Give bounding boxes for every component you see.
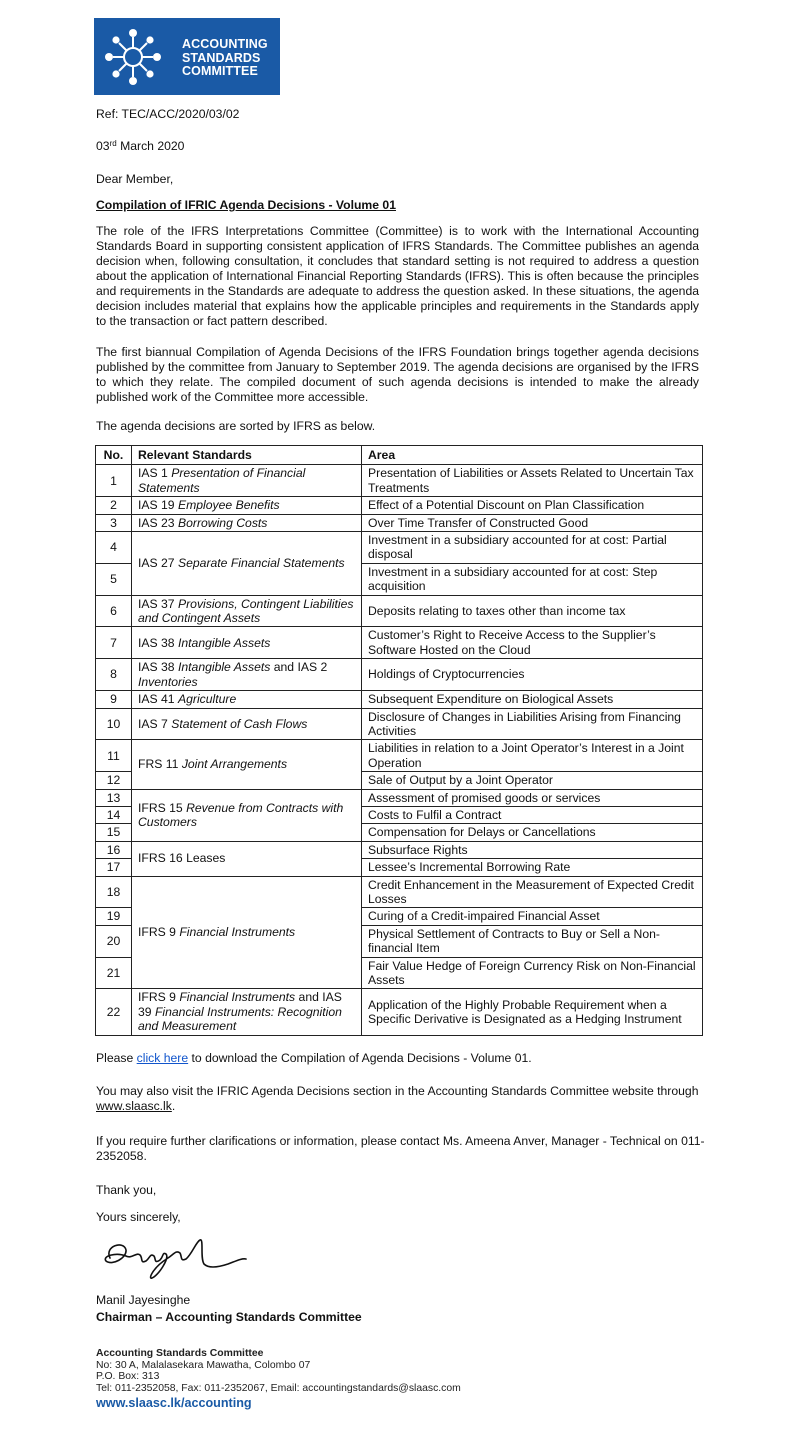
- standard-code: IAS 19: [138, 498, 178, 513]
- standard-code: IAS 1: [138, 466, 172, 481]
- row-number: 6: [96, 595, 132, 627]
- letter-date: [96, 139, 184, 154]
- footer-contact: Tel: 011-2352058, Fax: 011-2352067, Email: accountingstandards@slaasc.com: [96, 1382, 461, 1394]
- standard-code: IFRS 15: [138, 800, 187, 815]
- area-cell: Credit Enhancement in the Measurement of Expected Credit Losses: [362, 876, 703, 908]
- row-number: 5: [96, 563, 132, 595]
- row-number: 8: [96, 659, 132, 691]
- visit-text: You may also visit the IFRIC Agenda Decisions section in the Accounting Standards Committee website through: [96, 1084, 699, 1098]
- row-number: 1: [96, 465, 132, 497]
- standard-cell: [132, 708, 362, 740]
- signatory-title: Chairman – Accounting Standards Committee: [96, 1310, 362, 1324]
- standard-code: IAS 23: [138, 515, 178, 530]
- standard-title: Employee Benefits: [177, 498, 280, 513]
- standard-cell: [132, 841, 362, 876]
- area-cell: Holdings of Cryptocurrencies: [362, 659, 703, 691]
- area-cell: Curing of a Credit-impaired Financial Asset: [362, 908, 703, 925]
- standard-joiner: and IAS 39: [138, 990, 342, 1019]
- area-cell: Effect of a Potential Discount on Plan Classification: [362, 497, 703, 514]
- footer-pobox: P.O. Box: 313: [96, 1371, 160, 1383]
- row-number: 9: [96, 691, 132, 708]
- area-cell: Investment in a subsidiary accounted for at cost: Step acquisition: [362, 563, 703, 595]
- standard-code: IFRS 9: [138, 925, 180, 940]
- table-row: [96, 465, 703, 497]
- footer-address: No: 30 A, Malalasekara Mawatha, Colombo 07: [96, 1359, 311, 1371]
- table-row: [96, 989, 703, 1035]
- table-intro: The agenda decisions are sorted by IFRS as below.: [96, 419, 376, 433]
- row-number: 14: [96, 806, 132, 823]
- logo-wordmark: [182, 38, 268, 79]
- closing-line: Yours sincerely,: [96, 1210, 181, 1224]
- logo-line: STANDARDS: [182, 50, 261, 65]
- standard-code: IFRS 9: [138, 990, 180, 1005]
- area-cell: Fair Value Hedge of Foreign Currency Risk on Non-Financial Assets: [362, 957, 703, 989]
- standard-joiner: and IAS 2: [270, 660, 328, 675]
- standard-code: IAS 38: [138, 635, 178, 650]
- standard-code: IAS 37: [138, 596, 178, 611]
- standard-cell: [132, 497, 362, 514]
- row-number: 21: [96, 957, 132, 989]
- download-text: to download the Compilation of Agenda Decisions - Volume 01.: [188, 1051, 532, 1065]
- table-header-row: [96, 446, 703, 465]
- area-cell: Deposits relating to taxes other than income tax: [362, 595, 703, 627]
- standard-title: Revenue from Contracts with Customers: [138, 800, 344, 830]
- row-number: 16: [96, 841, 132, 858]
- date-suffix: rd: [109, 139, 117, 148]
- row-number: 2: [96, 497, 132, 514]
- standard-cell: [132, 876, 362, 989]
- standard-code: IAS 38: [138, 660, 178, 675]
- standard-cell: [132, 989, 362, 1035]
- standard-title: Borrowing Costs: [177, 515, 268, 530]
- thanks-line: Thank you,: [96, 1183, 157, 1197]
- row-number: 22: [96, 989, 132, 1035]
- table-row: [96, 497, 703, 514]
- signatory-name: Manil Jayesinghe: [96, 1293, 191, 1307]
- table-row: [96, 841, 703, 858]
- logo-line: COMMITTEE: [182, 64, 258, 78]
- salutation: Dear Member,: [96, 172, 174, 186]
- table-row: [96, 789, 703, 806]
- standard-code: IAS 41: [138, 692, 178, 707]
- table-row: [96, 876, 703, 908]
- standard-title: Statement of Cash Flows: [171, 716, 308, 731]
- row-number: 13: [96, 789, 132, 806]
- standard-title: Separate Financial Statements: [177, 556, 345, 571]
- area-cell: Liabilities in relation to a Joint Operator’s Interest in a Joint Operation: [362, 740, 703, 772]
- row-number: 17: [96, 859, 132, 876]
- row-number: 20: [96, 925, 132, 957]
- download-link[interactable]: click here: [136, 1051, 189, 1065]
- standard-cell: [132, 532, 362, 596]
- table-row: [96, 740, 703, 772]
- table-row: [96, 708, 703, 740]
- signature-icon: [96, 1228, 256, 1286]
- table-row: [96, 659, 703, 691]
- area-cell: Investment in a subsidiary accounted for at cost: Partial disposal: [362, 532, 703, 564]
- standard-code: FRS 11: [138, 757, 182, 772]
- area-cell: Subsequent Expenditure on Biological Assets: [362, 691, 703, 708]
- standard-title: Intangible Assets: [177, 635, 271, 650]
- row-number: 12: [96, 772, 132, 789]
- area-cell: Presentation of Liabilities or Assets Related to Uncertain Tax Treatments: [362, 465, 703, 497]
- letter-heading: Compilation of IFRIC Agenda Decisions - Volume 01: [96, 198, 396, 212]
- compilation-paragraph: The first biannual Compilation of Agenda Decisions of the IFRS Foundation brings together agenda decisions published by the committee from January to September 2019. The agenda decisions are organised by the IFRS to which they relate. The compiled document of such agenda decisions is intended to make the already published work of the Committee more accessible.: [96, 345, 699, 404]
- area-cell: Lessee’s Incremental Borrowing Rate: [362, 859, 703, 876]
- letterhead-footer: [96, 1348, 461, 1410]
- asc-logo: [94, 18, 280, 95]
- footer-org: Accounting Standards Committee: [96, 1348, 264, 1359]
- area-cell: Compensation for Delays or Cancellations: [362, 824, 703, 841]
- table-row: [96, 532, 703, 564]
- row-number: 7: [96, 627, 132, 659]
- logo-line: ACCOUNTING: [182, 37, 268, 51]
- standard-title: Presentation of Financial Statements: [138, 466, 306, 495]
- area-cell: Sale of Output by a Joint Operator: [362, 772, 703, 789]
- standard-cell: [132, 740, 362, 789]
- row-number: 4: [96, 532, 132, 564]
- area-cell: Over Time Transfer of Constructed Good: [362, 514, 703, 531]
- intro-paragraph: The role of the IFRS Interpretations Committee (Committee) is to work with the International Accounting Standards Board in supporting consistent application of IFRS Standards. The Committee publishes an agenda decision when, following consultation, it concludes that standard setting is not required to address a question about the application of International Financial Reporting Standards (IFRS). This is often because the principles and requirements in the Standards are adequate to address the question asked. In these situations, the agenda decision includes material that explains how the applicable principles and requirements in the Standards apply to the transaction or fact pattern described.: [96, 224, 699, 328]
- row-number: 19: [96, 908, 132, 925]
- table-row: [96, 514, 703, 531]
- header-area: Area: [362, 446, 703, 465]
- standard-title: Financial Instruments: [179, 925, 296, 940]
- standard-cell: [132, 465, 362, 497]
- area-cell: Subsurface Rights: [362, 841, 703, 858]
- standard-cell: [132, 627, 362, 659]
- download-text: Please: [96, 1051, 137, 1065]
- table-row: [96, 691, 703, 708]
- table-row: [96, 627, 703, 659]
- agenda-decisions-table: [95, 445, 703, 1036]
- row-number: 3: [96, 514, 132, 531]
- footer-website[interactable]: www.slaasc.lk/accounting: [96, 1396, 252, 1410]
- standard-title: Agriculture: [177, 692, 237, 707]
- standard-cell: [132, 691, 362, 708]
- standard-title: Financial Instruments: Recognition and Measurement: [138, 1004, 342, 1034]
- header-standards: Relevant Standards: [132, 446, 362, 465]
- area-cell: Assessment of promised goods or services: [362, 789, 703, 806]
- standard-cell: [132, 595, 362, 627]
- standard-code: IAS 27: [138, 556, 178, 571]
- row-number: 18: [96, 876, 132, 908]
- emblem-icon: [100, 24, 166, 90]
- standard-cell: [132, 659, 362, 691]
- website-link[interactable]: www.slaasc.lk: [96, 1099, 172, 1113]
- row-number: 11: [96, 740, 132, 772]
- contact-paragraph: If you require further clarifications or information, please contact Ms. Ameena Anver, Manager - Technical on 011-2352058.: [96, 1134, 705, 1163]
- standard-cell: [132, 789, 362, 841]
- row-number: 10: [96, 708, 132, 740]
- area-cell: Physical Settlement of Contracts to Buy or Sell a Non-financial Item: [362, 925, 703, 957]
- download-paragraph: [96, 1051, 532, 1066]
- row-number: 15: [96, 824, 132, 841]
- visit-text: .: [171, 1099, 176, 1113]
- standard-code: IAS 7: [138, 716, 172, 731]
- date-rest: March 2020: [116, 139, 185, 153]
- standard-title: Financial Instruments: [179, 990, 296, 1005]
- header-no: No.: [96, 446, 132, 465]
- standard-code: IFRS 16 Leases: [138, 851, 226, 866]
- standard-cell: [132, 514, 362, 531]
- standard-title: Inventories: [138, 674, 198, 689]
- visit-paragraph: [96, 1084, 706, 1114]
- table-row: [96, 595, 703, 627]
- area-cell: Costs to Fulfil a Contract: [362, 806, 703, 823]
- area-cell: Customer’s Right to Receive Access to the Supplier’s Software Hosted on the Cloud: [362, 627, 703, 659]
- standard-title: Provisions, Contingent Liabilities and Contingent Assets: [138, 596, 354, 626]
- standard-title: Intangible Assets: [177, 660, 271, 675]
- reference-number: Ref: TEC/ACC/2020/03/02: [96, 107, 240, 121]
- standard-title: Joint Arrangements: [181, 757, 288, 772]
- date-day: 03: [96, 139, 110, 153]
- area-cell: Disclosure of Changes in Liabilities Arising from Financing Activities: [362, 708, 703, 740]
- area-cell: Application of the Highly Probable Requirement when a Specific Derivative is Designated as a Hedging Instrument: [362, 989, 703, 1035]
